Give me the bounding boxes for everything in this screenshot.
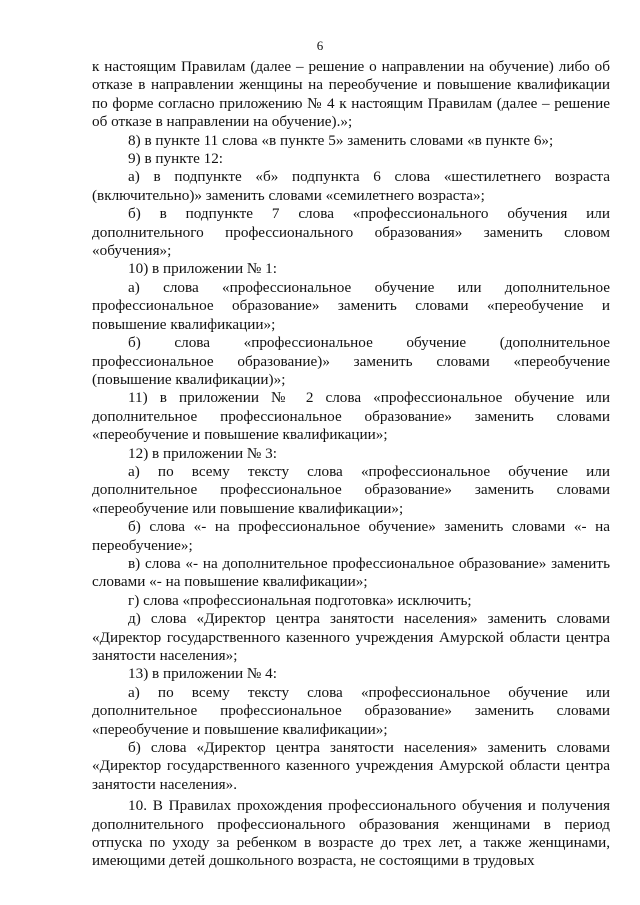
paragraph: а) по всему тексту слова «профессиональное обучение или дополнительное профессиональное образование» заменить словами «переобучение и повышение квалификации»; <box>92 683 610 738</box>
paragraph: б) в подпункте 7 слова «профессионального обучения или дополнительного профессионального образования» заменить словом «обучения»; <box>92 205 610 260</box>
paragraph: в) слова «- на дополнительное профессиональное образование» заменить словами «- на повышение квалификации»; <box>92 554 610 591</box>
paragraph: 12) в приложении № 3: <box>128 444 277 462</box>
page-number: 6 <box>316 38 324 53</box>
paragraph: 13) в приложении № 4: <box>128 665 277 683</box>
paragraph: б) слова «- на профессиональное обучение» заменить словами «- на переобучение»; <box>92 518 610 554</box>
paragraph: б) слова «Директор центра занятости населения» заменить словами «Директор государственного казенного учреждения Амурской области центра занятости населения». <box>92 739 610 793</box>
document-body <box>92 58 610 871</box>
paragraph: 10) в приложении № 1: <box>128 260 277 278</box>
paragraph: б) слова «профессиональное обучение (дополнительное профессиональное образование)» заменить словами «переобучение (повышение квалификации)»; <box>92 334 610 388</box>
paragraph: а) в подпункте «б» подпункта 6 слова «шестилетнего возраста (включительно)» заменить словами «семилетнего возраста»; <box>92 168 610 204</box>
paragraph: к настоящим Правилам (далее – решение о направлении на обучение) либо об отказе в направлении женщины на переобучение и повышение квалификации по форме согласно приложению № 4 к настоящим Правилам (далее – решение об отказе в направлении на обучение).»; <box>92 58 610 131</box>
paragraph: г) слова «профессиональная подготовка» исключить; <box>128 591 472 609</box>
paragraph: 10. В Правилах прохождения профессионального обучения и получения дополнительного профессионального образования женщинами в период отпуска по уходу за ребенком в возрасте до трех лет, а также женщинами, имеющими детей дошкольного возраста, не состоящими в трудовых <box>92 797 610 870</box>
paragraph: д) слова «Директор центра занятости населения» заменить словами «Директор государственного казенного учреждения Амурской области центра занятости населения»; <box>92 610 610 664</box>
paragraph: а) по всему тексту слова «профессиональное обучение или дополнительное профессиональное образование» заменить словами «переобучение или повышение квалификации»; <box>92 462 610 517</box>
paragraph: а) слова «профессиональное обучение или дополнительное профессиональное образование» заменить словами «переобучение и повышение квалификации»; <box>92 278 610 333</box>
paragraph: 9) в пункте 12: <box>128 150 224 168</box>
paragraph: 8) в пункте 11 слова «в пункте 5» заменить словами «в пункте 6»; <box>128 131 554 149</box>
paragraph: 11) в приложении № 2 слова «профессиональное обучение или дополнительное профессиональное образование» заменить словами «переобучение и повышение квалификации»; <box>92 389 610 444</box>
